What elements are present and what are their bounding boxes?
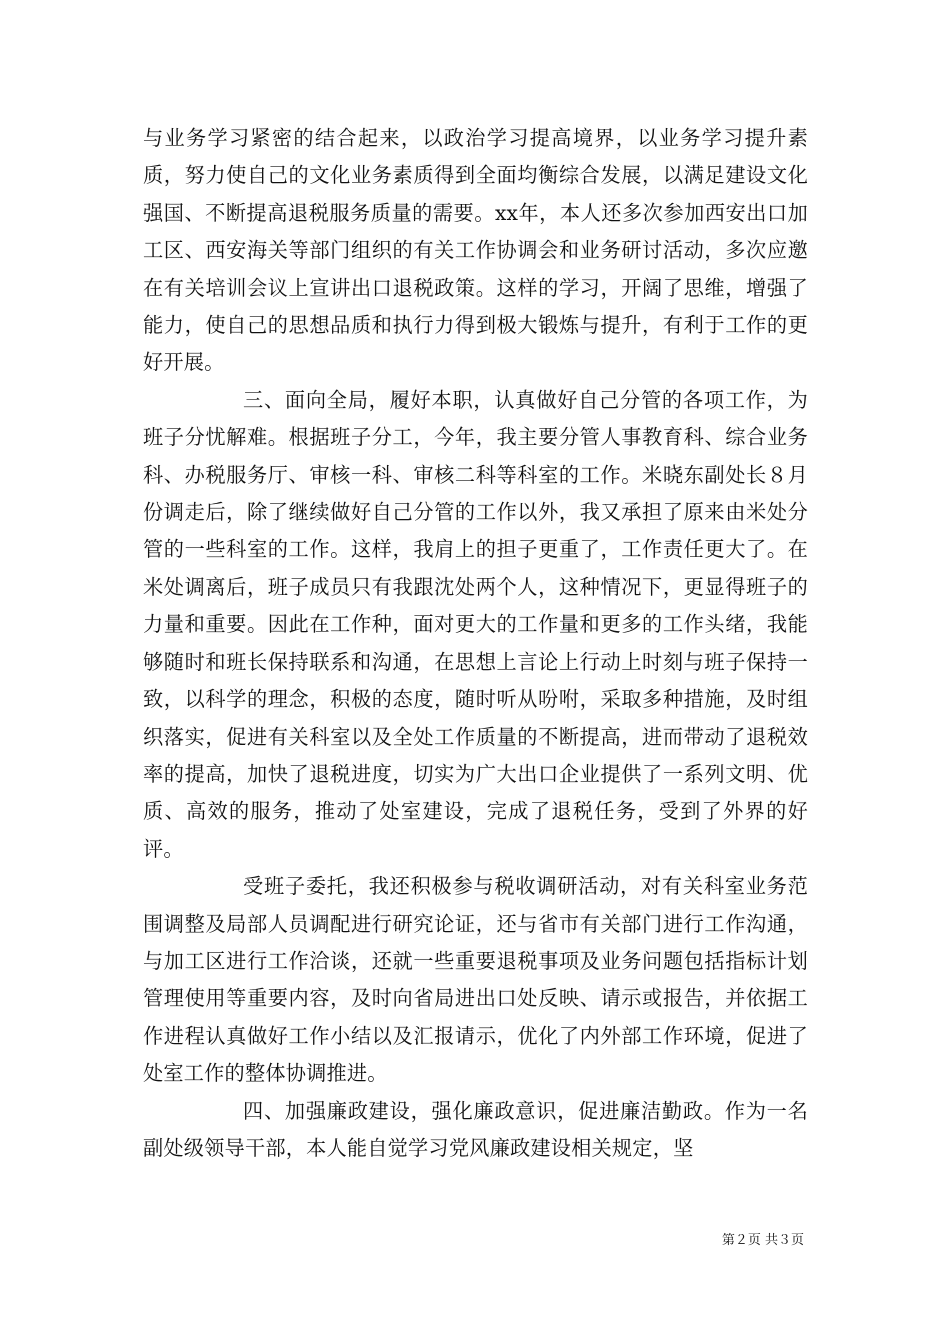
document-body — [143, 120, 808, 1167]
page-number-footer: 第２页 共３页 — [721, 1233, 804, 1248]
paragraph-study-continuation: 与业务学习紧密的结合起来，以政治学习提高境界，以业务学习提升素质，努力使自己的文化业务素质得到全面均衡综合发展，以满足建设文化强国、不断提高退税服务质量的需要。xx年，本人还多次参加西安出口加工区、西安海关等部门组织的有关工作协调会和业务研讨活动，多次应邀在有关培训会议上宣讲出口退税政策。这样的学习，开阔了思维，增强了能力，使自己的思想品质和执行力得到极大锻炼与提升，有利于工作的更好开展。 — [143, 126, 808, 375]
paragraph-section-four: 四、加强廉政建设，强化廉政意识，促进廉洁勤政。作为一名副处级领导干部，本人能自觉学习党风廉政建设相关规定，坚 — [143, 1098, 808, 1160]
paragraph-section-three: 三、面向全局，履好本职，认真做好自己分管的各项工作，为班子分忧解难。根据班子分工，今年，我主要分管人事教育科、综合业务科、办税服务厅、审核一科、审核二科等科室的工作。米晓东副处长８月份调走后，除了继续做好自己分管的工作以外，我又承担了原来由米处分管的一些科室的工作。这样，我肩上的担子更重了，工作责任更大了。在米处调离后，班子成员只有我跟沈处两个人，这种情况下，更显得班子的力量和重要。因此在工作种，面对更大的工作量和更多的工作头绪，我能够随时和班长保持联系和沟通，在思想上言论上行动上时刻与班子保持一致，以科学的理念，积极的态度，随时听从吩咐，采取多种措施，及时组织落实，促进有关科室以及全处工作质量的不断提高，进而带动了退税效率的提高，加快了退税进度，切实为广大出口企业提供了一系列文明、优质、高效的服务，推动了处室建设，完成了退税任务，受到了外界的好评。 — [143, 387, 808, 861]
paragraph-research-activities: 受班子委托，我还积极参与税收调研活动，对有关科室业务范围调整及局部人员调配进行研究论证，还与省市有关部门进行工作沟通，与加工区进行工作洽谈，还就一些重要退税事项及业务问题包括指标计划管理使用等重要内容，及时向省局进出口处反映、请示或报告，并依据工作进程认真做好工作小结以及汇报请示，优化了内外部工作环境，促进了处室工作的整体协调推进。 — [143, 874, 808, 1086]
